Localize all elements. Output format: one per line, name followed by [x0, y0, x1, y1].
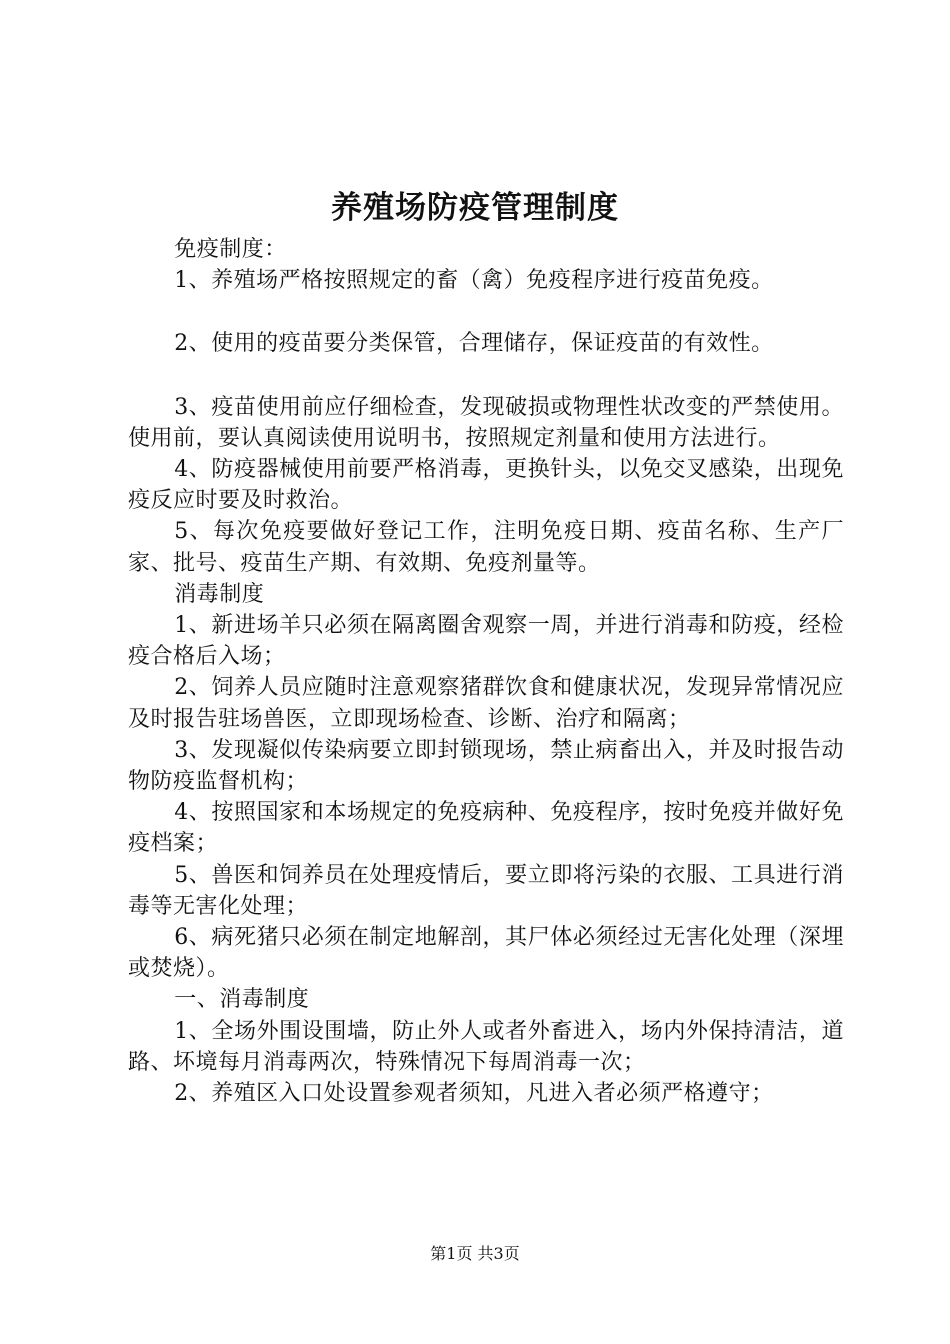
page-footer: 第1页 共3页: [430, 1244, 520, 1263]
paragraph: 5、每次免疫要做好登记工作，注明免疫日期、疫苗名称、生产厂家、批号、疫苗生产期、有效期、免疫剂量等。: [128, 519, 844, 576]
paragraph: 3、发现凝似传染病要立即封锁现场，禁止病畜出入，并及时报告动物防疫监督机构；: [128, 737, 844, 795]
paragraph: 4、防疫器械使用前要严格消毒，更换针头，以免交叉感染，出现免疫反应时要及时救治。: [128, 457, 844, 514]
document-body: [128, 234, 844, 1109]
paragraph: 5、兽医和饲养员在处理疫情后，要立即将污染的衣服、工具进行消毒等无害化处理；: [128, 862, 844, 919]
document-title: 养殖场防疫管理制度: [331, 190, 619, 226]
paragraph: 2、养殖区入口处设置参观者须知，凡进入者必须严格遵守；: [174, 1081, 774, 1107]
paragraph-section-one-heading: 一、消毒制度: [174, 987, 310, 1013]
paragraph: 1、养殖场严格按照规定的畜（禽）免疫程序进行疫苗免疫。: [174, 268, 774, 294]
paragraph: 2、饲养人员应随时注意观察猪群饮食和健康状况，发现异常情况应及时报告驻场兽医，立即现场检查、诊断、治疗和隔离；: [128, 675, 844, 732]
paragraph: 1、全场外围设围墙，防止外人或者外畜进入，场内外保持清洁，道路、坏境每月消毒两次，特殊情况下每周消毒一次；: [128, 1018, 844, 1075]
paragraph: 2、使用的疫苗要分类保管，合理储存，保证疫苗的有效性。: [174, 331, 774, 357]
paragraph-immunization-heading: 免疫制度：: [174, 237, 287, 262]
paragraph: 4、按照国家和本场规定的免疫病种、免疫程序，按时免疫并做好免疫档案；: [128, 800, 844, 857]
paragraph: 3、疫苗使用前应仔细检查，发现破损或物理性状改变的严禁使用。使用前，要认真阅读使用说明书，按照规定剂量和使用方法进行。: [128, 394, 844, 451]
paragraph: 6、病死猪只必须在制定地解剖，其尸体必须经过无害化处理（深埋或焚烧）。: [128, 925, 844, 982]
paragraph: 1、新进场羊只必须在隔离圈舍观察一周，并进行消毒和防疫，经检疫合格后入场；: [128, 613, 844, 670]
paragraph-disinfection-heading: 消毒制度: [174, 581, 265, 607]
